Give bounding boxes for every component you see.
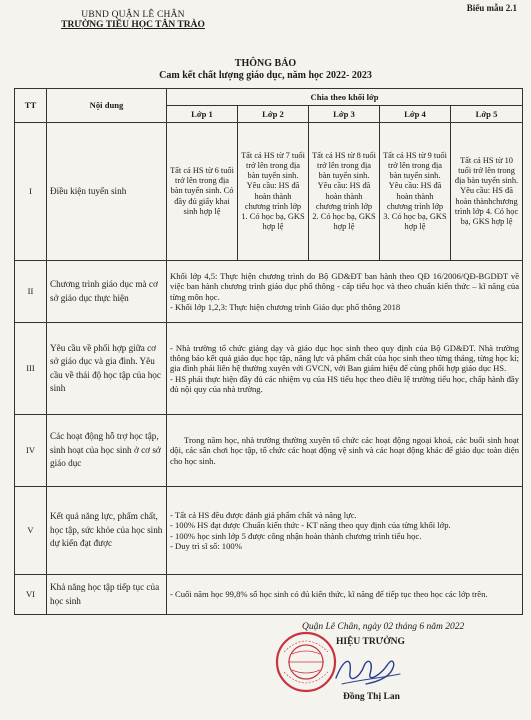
row-label: Chương trình giáo dục mà cơ sở giáo dục thực hiện [47,261,167,323]
org-header [58,10,208,30]
org-line2: TRƯỜNG TIỂU HỌC TÂN TRÀO [61,20,205,30]
row-label: Điều kiện tuyển sinh [47,123,167,261]
grade-header-5: Lớp 5 [451,106,523,123]
col-group-header: Chia theo khối lớp [167,89,523,106]
row-number: III [15,323,47,415]
notice-title [0,58,531,81]
row-paragraph: Trong năm học, nhà trường thường xuyên tổ chức các hoạt động ngoại khoá, các buổi sinh hoạt dội, các sân chơi học tập, tổ chức các hoạt động vệ sinh và các hoạt động khác để giáo dục toàn diện cho học sinh. [170,435,520,466]
row-number: IV [15,415,47,487]
grade-cell-5: Tất cả HS từ 10 tuổi trở lên trong địa bàn tuyển sinh. Yêu cầu: HS đã hoàn thànhchương trình lớp 4. Có học bạ, GKS hợp lệ [451,123,523,261]
title-line2: Cam kết chất lượng giáo dục, năm học 2022- 2023 [159,70,372,81]
row-content [167,261,523,323]
row-label: Các hoạt động hỗ trợ học tập, sinh hoạt của học sinh ở cơ sở giáo dục [47,415,167,487]
col-content-header: Nội dung [47,89,167,123]
grade-header-1: Lớp 1 [167,106,238,123]
row-paragraph: - Tất cả HS đều được đánh giá phẩm chất và năng lực. [170,510,357,521]
header-row-1 [15,89,523,106]
org-line1: UBND QUẬN LÊ CHÂN [81,10,185,20]
grade-header-3: Lớp 3 [309,106,380,123]
row-paragraph: - 100% HS đạt được Chuẩn kiến thức - KT năng theo quy định của từng khối lớp. [170,520,451,531]
grade-cell-3: Tất cả HS từ 8 tuổi trở lên trong địa bàn tuyển sinh. Yêu cầu: HS đã hoàn thành chương trình lớp 2. Có học bạ, GKS hợp lệ [309,123,380,261]
form-code: Biểu mẫu 2.1 [466,3,517,13]
row-paragraph: - Duy trì sĩ số: 100% [170,540,242,551]
row-paragraph: Khối lớp 4,5: Thực hiện chương trình do Bộ GD&ĐT ban hành theo QĐ 16/2006/QĐ-BGDĐT về việc ban hành chương trình giáo dục phổ thông - cấp tiểu học và theo chuẩn kiến thức – kĩ năng của từng môn học. [170,271,520,302]
row-label: Yêu cầu về phối hợp giữa cơ sở giáo dục và gia đình. Yêu cầu về thái độ học tập của học sinh [47,323,167,415]
table-row [15,415,523,487]
principal-name: Đồng Thị Lan [343,692,400,702]
commitment-table [14,88,523,615]
row-paragraph: - Cuối năm học 99,8% số học sinh có đủ kiến thức, kĩ năng để tiếp tục theo học các lớp trên. [170,589,488,600]
grade-cell-1: Tất cả HS từ 6 tuổi trở lên trong địa bàn tuyển sinh. Có đầy đủ giấy khai sinh hợp lệ [167,123,238,261]
school-seal-stamp [274,630,338,694]
col-tt-header: TT [15,89,47,123]
row-label: Khả năng học tập tiếp tục của học sinh [47,575,167,615]
row-number: V [15,487,47,575]
grade-header-4: Lớp 4 [380,106,451,123]
row-content [167,323,523,415]
row-paragraph: - Nhà trường tổ chức giảng dạy và giáo dục học sinh theo quy định của Bộ GD&ĐT. Nhà trường thông báo kết quả giáo dục học tập, năng lực và phẩm chất của học sinh theo từng tháng, từng học kì; gia đình phải liên hệ thường xuyên với GVCN, với Ban giám hiệu để cùng phối hợp giáo dục HS. [170,343,520,374]
table-row [15,487,523,575]
grade-header-2: Lớp 2 [238,106,309,123]
row-label: Kết quả năng lực, phẩm chất, học tập, sức khỏe của học sinh dự kiến đạt được [47,487,167,575]
row-number: I [15,123,47,261]
signature-title: HIỆU TRƯỞNG [336,637,405,647]
grade-cell-4: Tất cả HS từ 9 tuổi trở lên trong địa bàn tuyển sinh. Yêu cầu: HS đã hoàn thành chương trình lớp 3. Có học bạ, GKS hợp lệ [380,123,451,261]
table-row [15,323,523,415]
row-paragraph: - Khối lớp 1,2,3: Thực hiện chương trình Giáo dục phổ thông 2018 [170,301,401,312]
row-content [167,415,523,487]
row-content [167,575,523,615]
grade-cell-2: Tất cả HS từ 7 tuổi trở lên trong địa bàn tuyển sinh. Yêu cầu: HS đã hoàn thành chương trình lớp 1. Có học bạ, GKS hợp lệ [238,123,309,261]
title-line1: THÔNG BÁO [234,58,297,69]
row-number: II [15,261,47,323]
signature-date: Quận Lê Chân, ngày 02 tháng 6 năm 2022 [302,622,465,632]
row-paragraph: - 100% học sinh lớp 5 được công nhận hoàn thành chương trình tiểu học. [170,530,422,541]
row-paragraph: - HS phải thực hiện đầy đủ các nhiệm vụ của HS tiểu học theo điều lệ trường tiểu học, chấp hành đầy đủ nội quy của nhà trường. [170,373,520,394]
row-content [167,487,523,575]
row-number: VI [15,575,47,615]
table-row [15,575,523,615]
table-row [15,261,523,323]
table-row [15,123,523,261]
principal-signature [330,648,405,690]
